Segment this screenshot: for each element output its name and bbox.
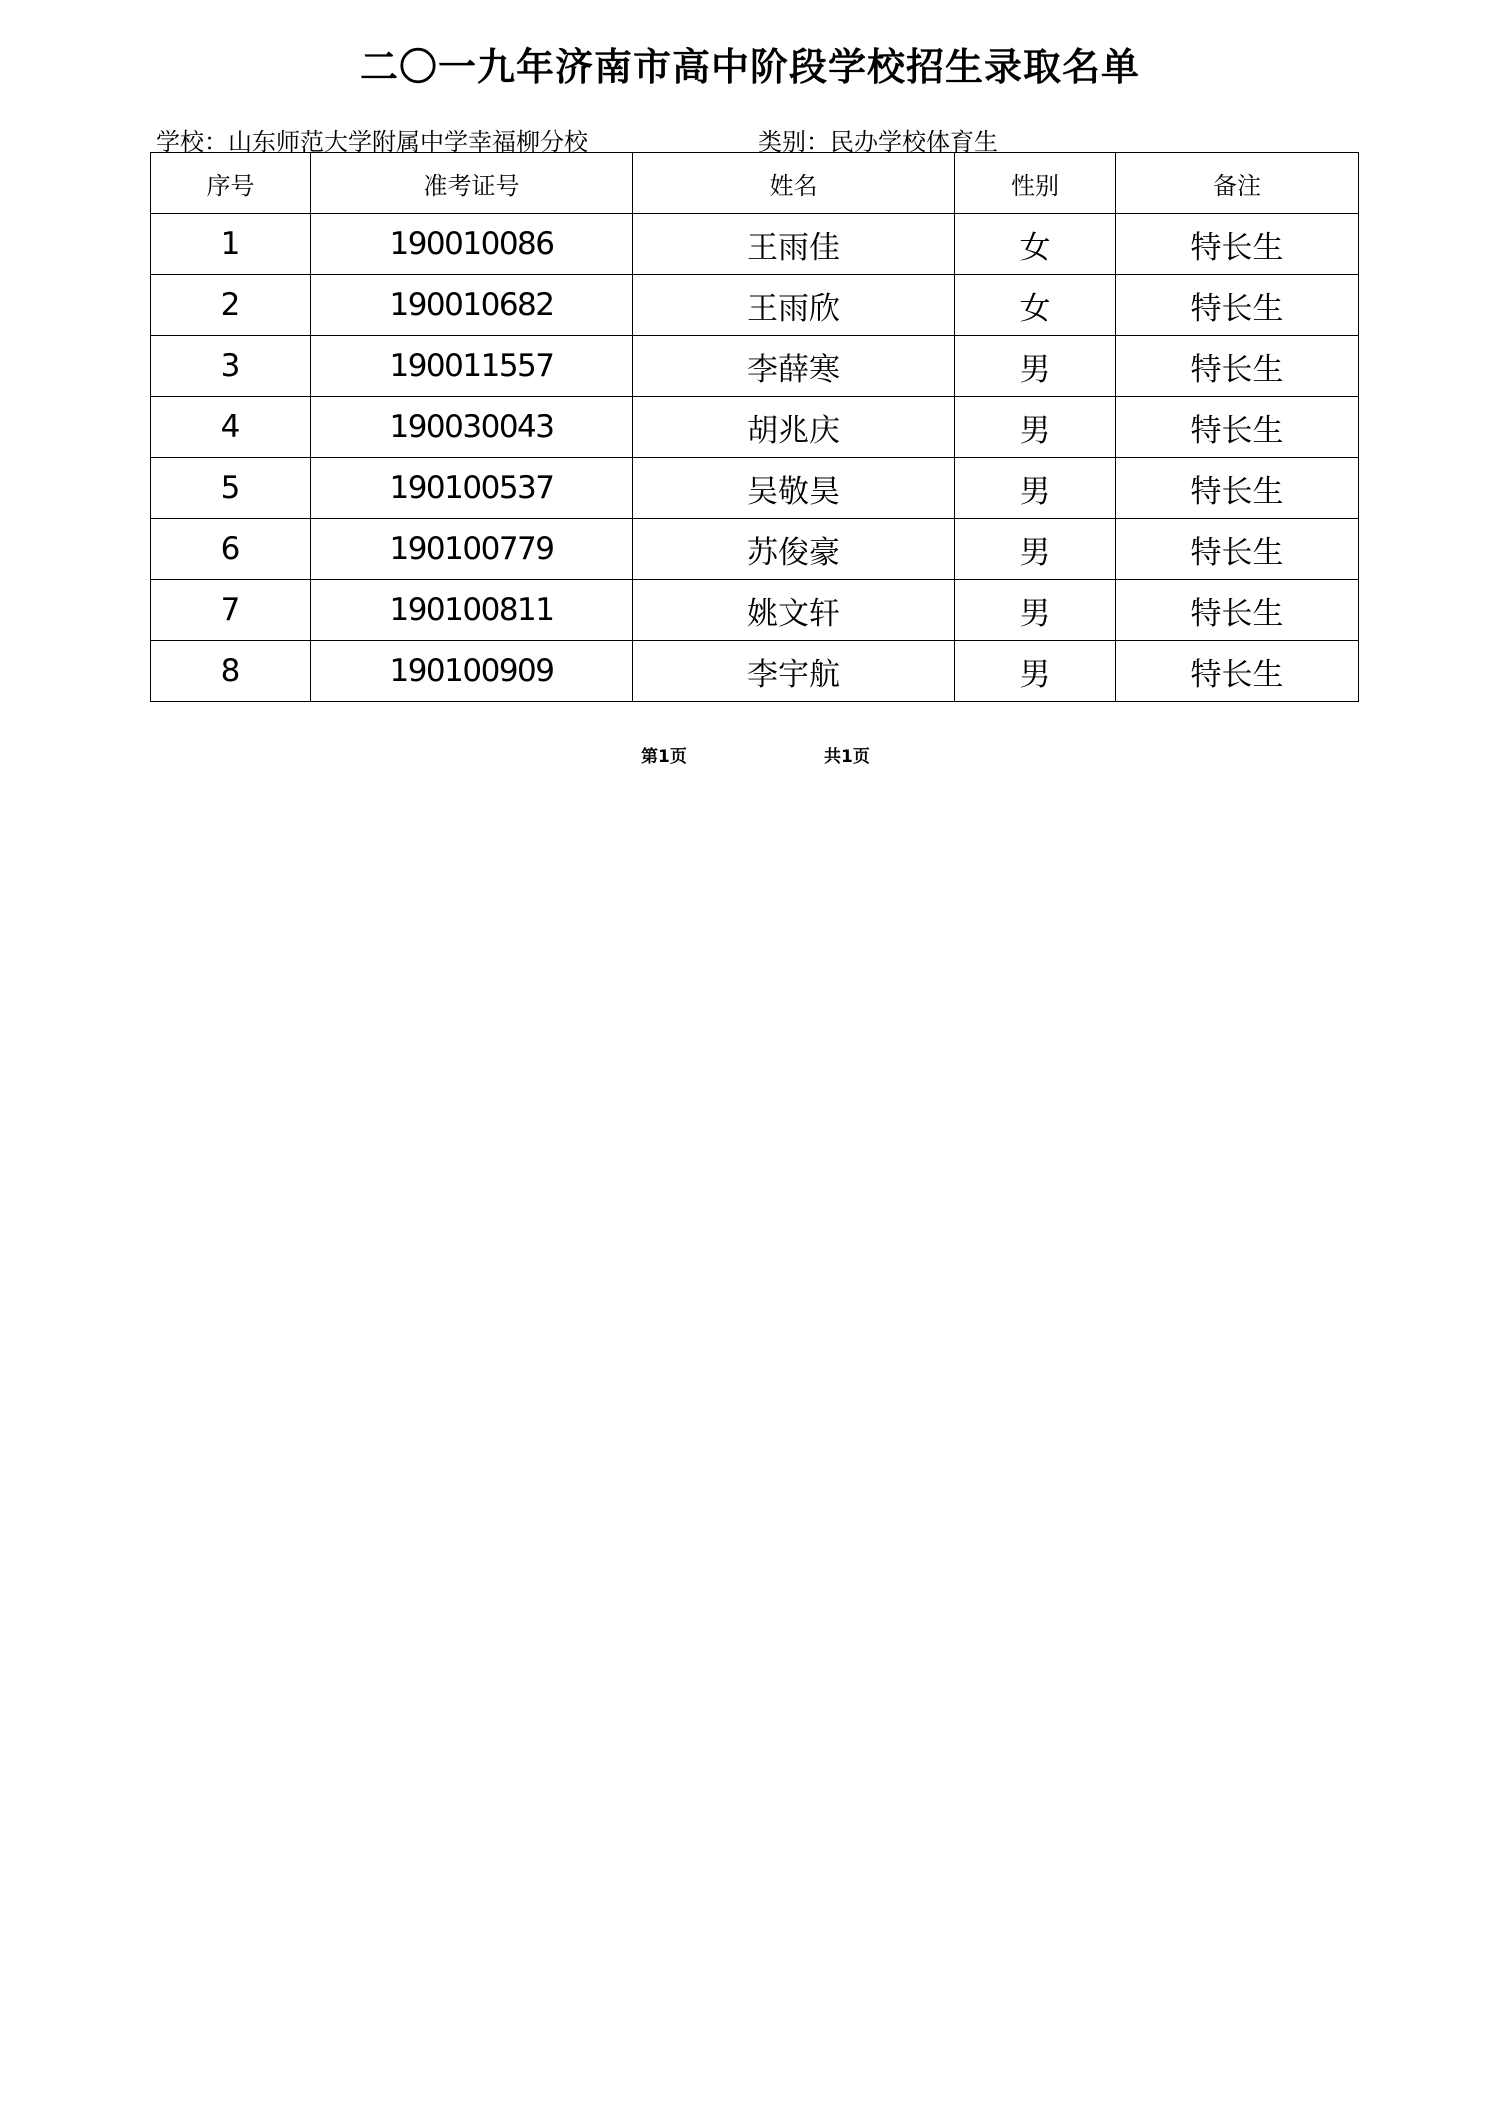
header-remark: 备注 bbox=[1116, 153, 1359, 214]
school-label: 学校：山东师范大学附属中学幸福柳分校 bbox=[156, 128, 588, 156]
cell-ticket: 190100779 bbox=[311, 519, 633, 580]
table-header-row bbox=[151, 153, 1359, 214]
total-pages: 共1页 bbox=[824, 747, 870, 767]
cell-gender: 男 bbox=[955, 458, 1116, 519]
cell-remark: 特长生 bbox=[1116, 275, 1359, 336]
cell-name: 李宇航 bbox=[633, 641, 955, 702]
cell-name: 吴敬昊 bbox=[633, 458, 955, 519]
table-row bbox=[151, 580, 1359, 641]
admission-table bbox=[150, 152, 1359, 702]
cell-index: 6 bbox=[151, 519, 311, 580]
cell-name: 王雨佳 bbox=[633, 214, 955, 275]
cell-remark: 特长生 bbox=[1116, 458, 1359, 519]
table-row bbox=[151, 214, 1359, 275]
header-name: 姓名 bbox=[633, 153, 955, 214]
table-row bbox=[151, 519, 1359, 580]
cell-name: 胡兆庆 bbox=[633, 397, 955, 458]
cell-index: 4 bbox=[151, 397, 311, 458]
cell-gender: 男 bbox=[955, 519, 1116, 580]
cell-name: 李薛寒 bbox=[633, 336, 955, 397]
cell-ticket: 190010682 bbox=[311, 275, 633, 336]
category-label: 类别：民办学校体育生 bbox=[758, 128, 998, 156]
cell-ticket: 190100811 bbox=[311, 580, 633, 641]
table-row bbox=[151, 641, 1359, 702]
cell-ticket: 190030043 bbox=[311, 397, 633, 458]
cell-index: 8 bbox=[151, 641, 311, 702]
cell-gender: 男 bbox=[955, 641, 1116, 702]
cell-index: 5 bbox=[151, 458, 311, 519]
cell-gender: 男 bbox=[955, 580, 1116, 641]
cell-index: 2 bbox=[151, 275, 311, 336]
cell-index: 1 bbox=[151, 214, 311, 275]
header-ticket: 准考证号 bbox=[311, 153, 633, 214]
table-row bbox=[151, 397, 1359, 458]
cell-remark: 特长生 bbox=[1116, 397, 1359, 458]
header-gender: 性别 bbox=[955, 153, 1116, 214]
cell-ticket: 190100909 bbox=[311, 641, 633, 702]
cell-ticket: 190011557 bbox=[311, 336, 633, 397]
header-index: 序号 bbox=[151, 153, 311, 214]
table-row bbox=[151, 336, 1359, 397]
table-row bbox=[151, 458, 1359, 519]
cell-index: 3 bbox=[151, 336, 311, 397]
cell-gender: 女 bbox=[955, 275, 1116, 336]
cell-index: 7 bbox=[151, 580, 311, 641]
cell-remark: 特长生 bbox=[1116, 580, 1359, 641]
cell-gender: 男 bbox=[955, 336, 1116, 397]
cell-name: 姚文轩 bbox=[633, 580, 955, 641]
cell-remark: 特长生 bbox=[1116, 519, 1359, 580]
cell-remark: 特长生 bbox=[1116, 214, 1359, 275]
table-row bbox=[151, 275, 1359, 336]
cell-remark: 特长生 bbox=[1116, 336, 1359, 397]
page-number: 第1页 bbox=[641, 747, 687, 767]
cell-name: 王雨欣 bbox=[633, 275, 955, 336]
cell-gender: 女 bbox=[955, 214, 1116, 275]
cell-ticket: 190010086 bbox=[311, 214, 633, 275]
page-title: 二〇一九年济南市高中阶段学校招生录取名单 bbox=[359, 45, 1140, 89]
cell-name: 苏俊豪 bbox=[633, 519, 955, 580]
cell-ticket: 190100537 bbox=[311, 458, 633, 519]
cell-remark: 特长生 bbox=[1116, 641, 1359, 702]
cell-gender: 男 bbox=[955, 397, 1116, 458]
